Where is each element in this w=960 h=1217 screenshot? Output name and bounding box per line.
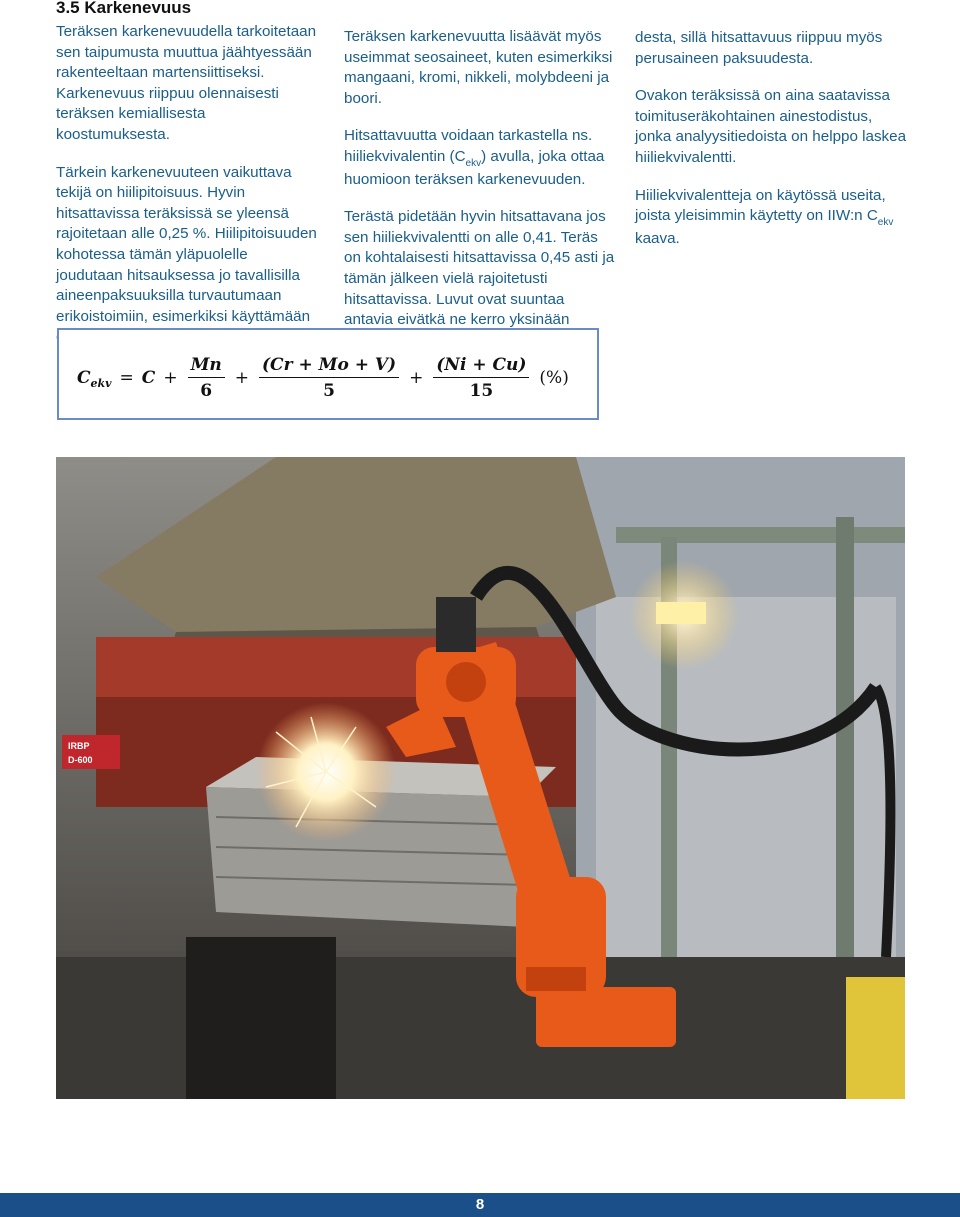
svg-text:D-600: D-600 bbox=[68, 755, 93, 765]
fraction-ni-cu: $\frac{(Ni + Cu)}{15}$ bbox=[433, 355, 529, 401]
paragraph: Hiiliekvivalentteja on käytössä useita, joista yleisimmin käytetty on IIW:n $C_{ekv}$ kaava. bbox=[635, 186, 894, 247]
subscript: ekv bbox=[465, 157, 482, 169]
paragraph: Teräksen karkenevuutta lisäävät myös useimmat seosaineet, kuten esimerkiksi mangaani, kromi, nikkeli, molybdeeni ja boori. bbox=[344, 28, 613, 107]
fraction-cr-mo-v: $\frac{(Cr + Mo + V)}{5}$ bbox=[259, 355, 399, 401]
footer-bar bbox=[0, 1193, 960, 1217]
paragraph: Ovakon teräksissä on aina saatavissa toimituseräkohtainen ainestodistus, jonka analyysitiedoista on helppo laskea hiiliekvivalentti. bbox=[635, 87, 907, 166]
paragraph: Teräksen karkenevuudella tarkoitetaan sen taipumusta muuttua jäähtyessään rakenteeltaan martensiittiseksi. Karkenevuus riippuu olennaisesti teräksen kemiallisesta koostumuksesta. bbox=[56, 23, 317, 143]
formula-box bbox=[57, 328, 599, 420]
carbon-equivalent-formula: C ekv = C + $\frac{Mn}{6}$ + $\frac{(Cr + Mo + V)}{5}$ + $\frac{(Ni + Cu)}{15}$ (%) bbox=[77, 355, 569, 401]
text-column-3 bbox=[635, 28, 907, 266]
paragraph: Terästä pidetään hyvin hitsattavana jos sen hiiliekvivalentti on alle 0,41. Teräs on kohtalaisesti hitsattavissa 0,45 asti ja tämän jälkeen vielä rajoitetusti hitsattavissa. Luvut ovat suuntaa antavia eivätkä ne kerro yksinään bbox=[344, 208, 615, 329]
text-column-2 bbox=[344, 27, 616, 368]
paragraph: Hitsattavuutta voidaan tarkastella ns. hiiliekvivalentin $(C_{ekv})$ avulla, joka ottaa huomioon teräksen karkenevuuden. bbox=[344, 127, 605, 188]
svg-text:IRBP: IRBP bbox=[68, 741, 90, 751]
page-number: 8 bbox=[475, 1196, 485, 1213]
welding-robot-photo bbox=[56, 457, 905, 1099]
paragraph: desta, sillä hitsattavuus riippuu myös perusaineen paksuudesta. bbox=[635, 29, 883, 67]
subscript: ekv bbox=[877, 217, 894, 229]
fraction-mn: $\frac{Mn}{6}$ bbox=[188, 355, 225, 401]
section-heading: 3.5 Karkenevuus bbox=[56, 0, 192, 17]
paragraph: Tärkein karkenevuuteen vaikuttava tekijä on hiilipitoisuus. Hyvin hitsattavissa teräksissä se yleensä rajoitetaan alle 0,25 %. Hiilipitoisuuden kohotessa tämän yläpuolelle joudutaan hitsauksessa jo tavallisilla aineenpaksuuksilla turvautumaan erikoistoimiin, esimerkiksi käyttämään bbox=[56, 163, 317, 325]
